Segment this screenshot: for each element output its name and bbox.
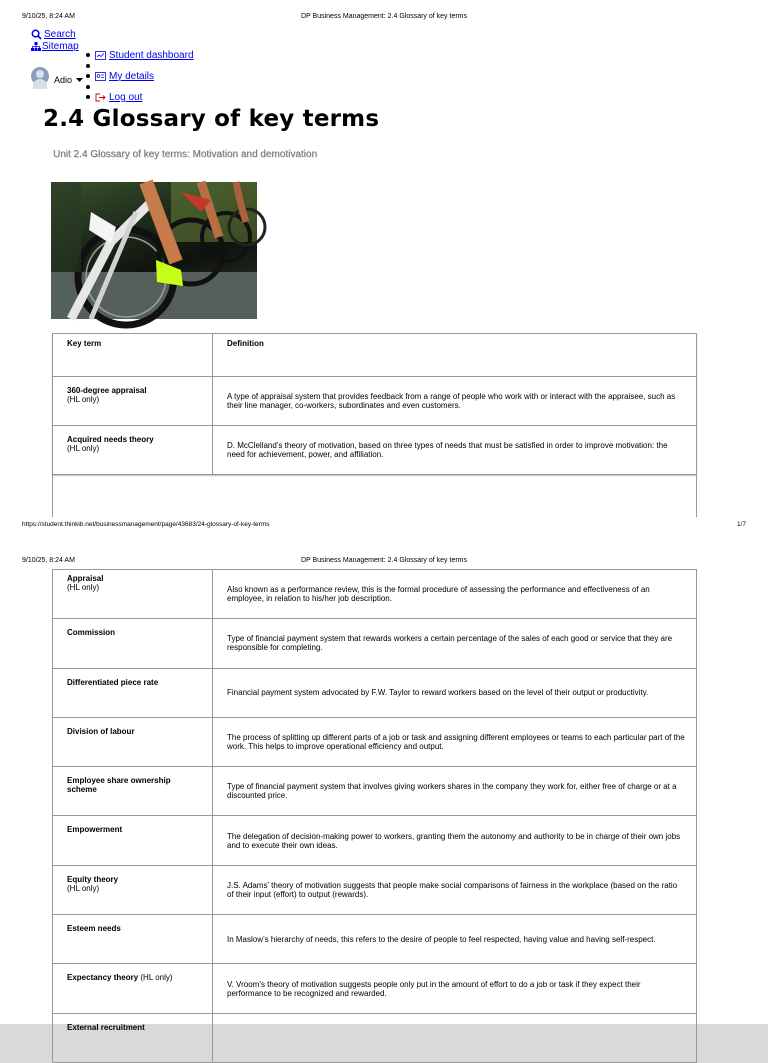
dashboard-icon [95, 51, 106, 60]
print-title: DP Business Management: 2.4 Glossary of key terms [301, 13, 467, 20]
table-row [53, 964, 697, 1013]
print-footer [0, 521, 768, 531]
definition-cell [213, 1013, 697, 1062]
sitemap-label[interactable]: Sitemap [42, 41, 79, 52]
print-date: 9/10/25, 8:24 AM [22, 13, 75, 20]
id-card-icon [95, 72, 106, 81]
menu-item-my-details[interactable] [95, 71, 194, 82]
print-title: DP Business Management: 2.4 Glossary of key terms [301, 557, 467, 564]
term-cell [53, 426, 213, 475]
glossary-table [52, 333, 697, 475]
header-definition: Definition [213, 334, 697, 377]
term-cell [53, 964, 213, 1013]
term-name: Appraisal [67, 574, 104, 583]
term-cell [53, 717, 213, 766]
term-cell [53, 865, 213, 914]
definition-cell: A type of appraisal system that provides feedback from a range of people who work with or interact with the appraisee, such as their line manager, co-workers, subordinates and even customers. [213, 377, 697, 426]
term-name: Employee share ownership scheme [67, 776, 171, 795]
definition-cell: Financial payment system advocated by F.W. Taylor to reward workers based on the level of their output or productivity. [213, 668, 697, 717]
menu-item-log-out[interactable] [95, 92, 194, 103]
search-link[interactable] [31, 29, 76, 40]
definition-cell: The process of splitting up different parts of a job or task and assigning different employees or teams to each particular part of the work. This helps to improve operational efficiency and output. [213, 717, 697, 766]
cyclists-illustration [51, 182, 257, 319]
print-header [0, 13, 768, 25]
table-row [53, 816, 697, 865]
magnifier-icon [31, 29, 42, 40]
sitemap-icon [31, 42, 41, 51]
menu-item-student-dashboard[interactable] [95, 50, 194, 61]
term-name: 360-degree appraisal [67, 386, 147, 395]
term-name: Empowerment [67, 825, 123, 835]
avatar[interactable] [31, 67, 49, 85]
page-subtitle: Unit 2.4 Glossary of key terms: Motivation and demotivation [53, 149, 318, 160]
definition-cell: V. Vroom’s theory of motivation suggests people only put in the amount of effort to do a job or task if they expect their performance to be recognized and rewarded. [213, 964, 697, 1013]
definition-cell: In Maslow’s hierarchy of needs, this refers to the desire of people to feel respected, having value and having self-respect. [213, 915, 697, 964]
definition-cell: Type of financial payment system that rewards workers a certain percentage of the sales of each good or service that they are responsible for completing. [213, 619, 697, 668]
table-row [53, 570, 697, 619]
user-name: Adio [54, 75, 73, 85]
definition-cell: J.S. Adams’ theory of motivation suggests that people make social comparisons of fairness in the workplace (based on the ratio of their input (effort) to output (rewards). [213, 865, 697, 914]
my-details-link[interactable]: My details [109, 70, 155, 82]
table-row [53, 915, 697, 964]
caret-down-icon [76, 78, 83, 83]
print-url: https://student.thinkib.net/businessmanagement/page/43683/24-glossary-of-key-terms [22, 521, 270, 528]
table-row [53, 865, 697, 914]
sitemap-link[interactable] [31, 41, 79, 52]
print-page-2 [0, 549, 768, 1032]
term-note-inline: (HL only) [140, 973, 173, 983]
term-note: (HL only) [67, 583, 100, 592]
search-label[interactable]: Search [44, 29, 76, 40]
term-note: (HL only) [67, 395, 100, 404]
table-row [53, 377, 697, 426]
term-cell [53, 915, 213, 964]
term-cell [53, 377, 213, 426]
log-out-link[interactable]: Log out [109, 91, 143, 103]
table-row [53, 426, 697, 475]
term-cell [53, 1013, 213, 1062]
term-note: (HL only) [67, 444, 100, 453]
term-name: Expectancy theory [67, 973, 139, 983]
user-menu [95, 50, 194, 103]
table-row [53, 1013, 697, 1062]
term-note: (HL only) [67, 883, 100, 893]
term-cell [53, 767, 213, 816]
header-key-term: Key term [53, 334, 213, 377]
table-row [53, 717, 697, 766]
glossary-table-continued [52, 569, 697, 1063]
menu-item-spacer [95, 61, 194, 72]
print-page-number: 1/7 [736, 521, 746, 528]
term-name: Acquired needs theory [67, 435, 154, 444]
table-continuation-frame [52, 474, 697, 517]
print-page-1 [0, 0, 768, 517]
hero-image-cyclists [51, 182, 257, 319]
table-header-row [53, 334, 697, 377]
definition-cell: Type of financial payment system that involves giving workers shares in the company they work for, either free of charge or at a discounted price. [213, 767, 697, 816]
definition-cell: D. McClelland’s theory of motivation, based on three types of needs that must be satisfied in order to improve motivation: the need for achievement, power, and affiliation. [213, 426, 697, 475]
user-name-dropdown[interactable] [54, 75, 83, 85]
definition-cell: Also known as a performance review, this is the formal procedure of assessing the performance and effectiveness of an employee, in relation to his/her job description. [213, 570, 697, 619]
avatar-head [36, 70, 44, 78]
table-row [53, 668, 697, 717]
print-header [0, 557, 768, 569]
term-name: Differentiated piece rate [67, 677, 159, 687]
term-cell [53, 570, 213, 619]
term-name: External recruitment [67, 1022, 145, 1032]
avatar-body [33, 79, 47, 89]
logout-icon [95, 93, 106, 102]
page-title: 2.4 Glossary of key terms [43, 106, 380, 132]
term-cell [53, 619, 213, 668]
student-dashboard-link[interactable]: Student dashboard [109, 49, 194, 61]
term-cell [53, 668, 213, 717]
term-cell [53, 816, 213, 865]
table-row [53, 619, 697, 668]
term-name: Commission [67, 628, 116, 638]
term-name: Equity theory [67, 874, 119, 884]
term-name: Esteem needs [67, 924, 121, 934]
menu-item-spacer [95, 82, 194, 93]
definition-cell: The delegation of decision-making power to workers, granting them the autonomy and authority to be in charge of their own jobs and to execute their own ideas. [213, 816, 697, 865]
table-row [53, 767, 697, 816]
term-name: Division of labour [67, 726, 135, 736]
print-date: 9/10/25, 8:24 AM [22, 557, 75, 564]
